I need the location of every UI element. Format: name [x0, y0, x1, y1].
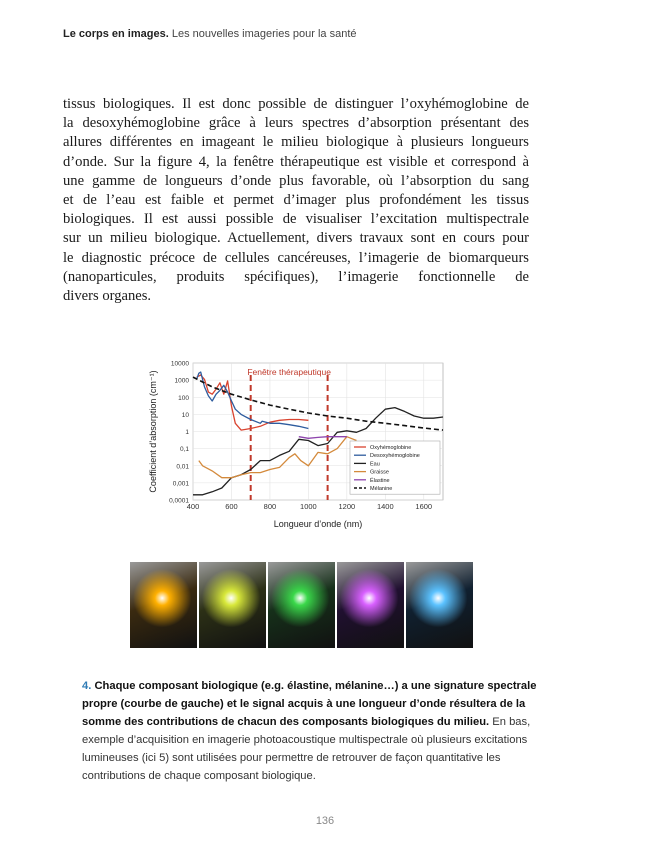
caption-bold-line: Chaque composant biologique (e.g. élastine, mélanine…) a une signature spectrale: [94, 680, 537, 692]
caption-bold-segment: somme des contributions de chacun des composants biologiques du milieu.: [82, 716, 490, 728]
photoacoustic-photo: [268, 562, 335, 648]
absorption-chart: [145, 355, 450, 540]
x-tick-label: 1000: [300, 502, 317, 511]
body-paragraph: [63, 95, 529, 306]
body-line: d’onde. Sur la figure 4, la fenêtre thérapeutique est visible et correspond à: [63, 153, 529, 170]
figure-caption: [82, 677, 537, 785]
caption-regular-segment: En bas,: [489, 716, 531, 728]
y-tick-label: 0,001: [172, 480, 189, 488]
x-axis-label: Longueur d’onde (nm): [273, 519, 363, 529]
body-line: divers organes.: [63, 288, 152, 305]
body-line: tissus biologiques. Il est donc possible de distinguer l’oxyhémoglobine de: [63, 96, 529, 112]
running-header: [63, 28, 357, 40]
y-tick-label: 0,01: [176, 463, 189, 471]
body-line: sur un milieu biologique. Actuellement, divers travaux sont en cours pour: [63, 230, 529, 247]
caption-regular-line: lumineuses (ici 5) sont utilisées pour permettre de retrouver de façon quantitative les: [82, 752, 501, 764]
y-tick-label: 10: [181, 411, 189, 419]
y-tick-label: 10000: [170, 360, 189, 368]
y-tick-label: 1000: [174, 377, 189, 385]
photoacoustic-photo: [199, 562, 266, 648]
book-subtitle: Les nouvelles imageries pour la santé: [171, 28, 357, 40]
caption-bold-line: propre (courbe de gauche) et le signal acquis à une longueur d’onde résultera de la: [82, 698, 526, 710]
book-title: Le corps en images.: [63, 28, 169, 40]
y-axis-label: Coefficient d’absorption (cm⁻¹): [148, 370, 158, 493]
legend-label: Élastine: [370, 477, 390, 484]
x-tick-label: 1400: [376, 502, 394, 511]
legend-label: Desoxyhémoglobine: [370, 453, 420, 460]
page-number: 136: [315, 815, 335, 827]
photoacoustic-photo: [130, 562, 197, 648]
body-line: allures différentes en imageant le milieu biologique à plusieurs longueurs: [63, 134, 529, 151]
caption-regular-line: exemple d’acquisition en imagerie photoacoustique multispectrale où plusieurs excitations: [82, 734, 528, 746]
x-tick-label: 1200: [338, 502, 356, 511]
x-tick-label: 600: [225, 502, 238, 511]
legend-label: Graisse: [370, 469, 389, 476]
absorption-chart-svg: [145, 355, 450, 540]
legend-label: Oxyhémoglobine: [370, 445, 412, 451]
legend-label: Mélanine: [370, 486, 393, 492]
x-tick-label: 400: [186, 502, 200, 511]
body-line: une gamme de longueurs d’onde plus favorable, où l’absorption du sang: [63, 172, 529, 189]
x-tick-label: 800: [263, 502, 277, 511]
y-tick-label: 0,0001: [169, 497, 189, 505]
photoacoustic-photo: [337, 562, 404, 648]
body-line: (nanoparticules, produits spécifiques), l’imagerie fonctionnelle de: [63, 268, 529, 285]
x-tick-label: 1600: [415, 502, 433, 511]
photoacoustic-photo: [406, 562, 473, 648]
body-line: et de l’eau est faible et permet d’imager plus profondément les tissus: [63, 192, 529, 209]
legend-label: Eau: [370, 461, 380, 468]
body-line: le diagnostic précoce de cellules cancéreuses, l’imagerie de biomarqueurs: [63, 249, 529, 266]
body-line: biologiques. Il est aussi possible de visualiser l’excitation multispectrale: [63, 211, 529, 228]
y-tick-label: 100: [178, 394, 189, 402]
figure-number: 4.: [82, 680, 92, 692]
photoacoustic-photo-strip: [130, 562, 473, 648]
caption-regular-line: contributions de chaque composant biologique.: [82, 770, 316, 782]
y-tick-label: 1: [185, 429, 189, 436]
y-tick-label: 0,1: [179, 446, 189, 454]
body-line: la desoxyhémoglobine grâce à leurs spectres d’absorption présentant des: [63, 115, 529, 132]
therapeutic-window-label: Fenêtre thérapeutique: [247, 367, 331, 377]
